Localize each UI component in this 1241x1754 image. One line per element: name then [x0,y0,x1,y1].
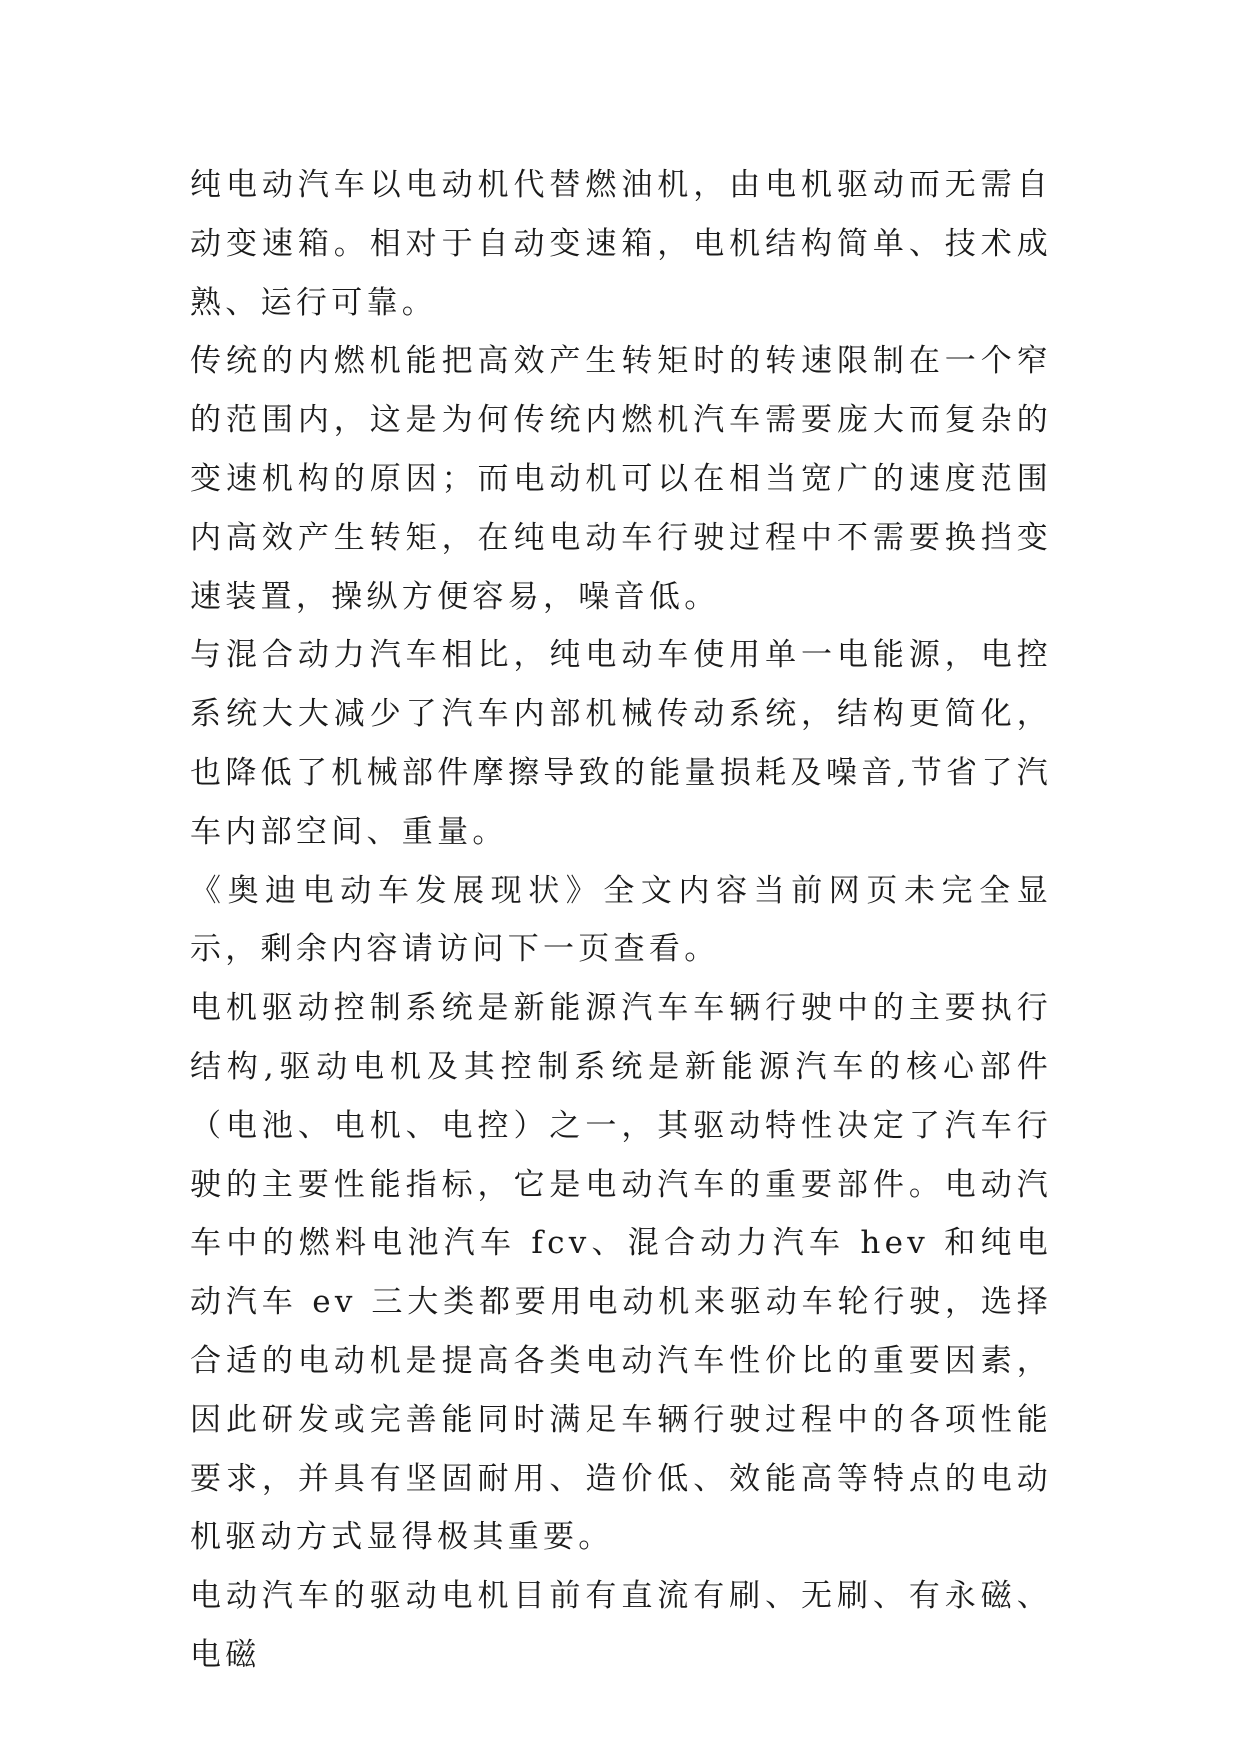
paragraph-hybrid-comparison: 与混合动力汽车相比，纯电动车使用单一电能源，电控系统大大减少了汽车内部机械传动系统，结构更简化，也降低了机械部件摩擦导致的能量损耗及噪音,节省了汽车内部空间、重量。 [190,637,1052,850]
document-body [190,156,1052,1685]
paragraph-speed-range: 传统的内燃机能把高效产生转矩时的转速限制在一个窄的范围内，这是为何传统内燃机汽车需要庞大而复杂的变速机构的原因；而电动机可以在相当宽广的速度范围内高效产生转矩，在纯电动车行驶过程中不需要换挡变速装置，操纵方便容易，噪音低。 [190,343,1052,615]
paragraph-continue-notice: 《奥迪电动车发展现状》全文内容当前网页未完全显示，剩余内容请访问下一页查看。 [190,872,1052,968]
paragraph-drive-control-system: 电机驱动控制系统是新能源汽车车辆行驶中的主要执行结构,驱动电机及其控制系统是新能源汽车的核心部件（电池、电机、电控）之一，其驱动特性决定了汽车行驶的主要性能指标，它是电动汽车的重要部件。电动汽车中的燃料电池汽车 fcv、混合动力汽车 hev 和纯电动汽车 ev 三大类都要用电动机来驱动车轮行驶，选择合适的电动机是提高各类电动汽车性价比的重要因素，因此研发或完善能同时满足车辆行驶过程中的各项性能要求，并具有坚固耐用、造价低、效能高等特点的电动机驱动方式显得极其重要。 [190,990,1052,1556]
paragraph-motor-types: 电动汽车的驱动电机目前有直流有刷、无刷、有永磁、电磁 [190,1578,1052,1673]
paragraph-motor-replaces-engine: 纯电动汽车以电动机代替燃油机，由电机驱动而无需自动变速箱。相对于自动变速箱，电机结构简单、技术成熟、运行可靠。 [190,167,1052,321]
